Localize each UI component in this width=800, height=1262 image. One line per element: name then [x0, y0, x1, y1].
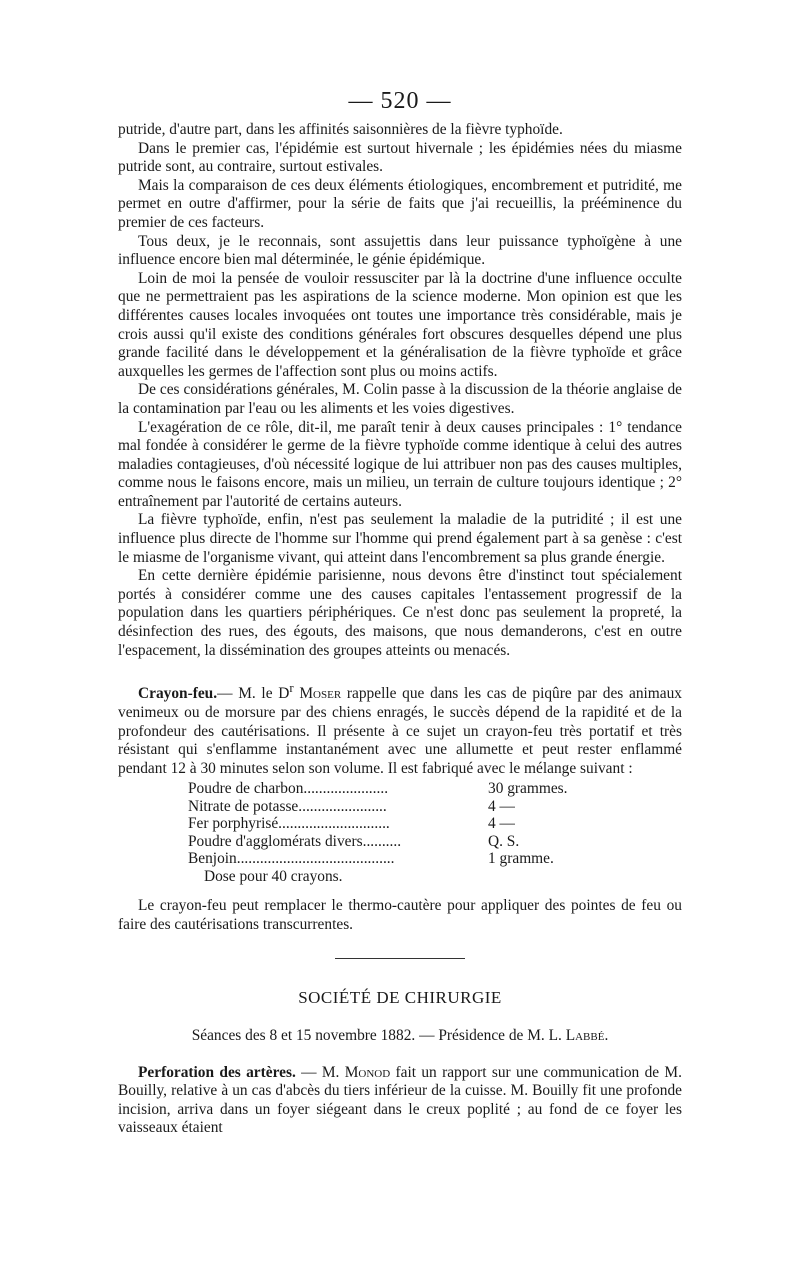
- recipe-ingredient: Poudre d'agglomérats divers..........: [188, 832, 402, 850]
- recipe-quantity: 1 gramme.: [488, 850, 554, 868]
- page-number: — 520 —: [348, 88, 452, 114]
- recipe-quantity: Q. S.: [488, 832, 520, 850]
- perforation-section: [118, 1064, 682, 1138]
- crayon-feu-dr-sup: r: [289, 681, 294, 696]
- crayon-feu-title: Crayon-feu.: [138, 685, 218, 703]
- recipe-row: [188, 833, 618, 851]
- recipe-ingredient: Fer porphyrisé.............................: [188, 815, 390, 833]
- perforation-dash: — M.: [301, 1063, 340, 1081]
- paragraph: putride, d'autre part, dans les affinités saisonnières de la fièvre typhoïde.: [118, 121, 563, 138]
- paragraph: La fièvre typhoïde, enfin, n'est pas seulement la maladie de la putridité ; il est une influence plus directe de l'homme sur l'homme qui prend également part à sa genèse : c'est le miasme de l'organisme vivant, qui atteint dans l'encombrement sa plus grande énergie.: [118, 511, 682, 566]
- sessions-president: Labbé.: [565, 1027, 609, 1045]
- recipe-quantity: 4 —: [488, 815, 515, 833]
- paragraph: En cette dernière épidémie parisienne, nous devons être d'instinct tout spécialement portés à considérer comme une des causes capitales l'entassement progressif de la population dans les quartiers périphériques. Ce n'est donc pas seulement la propreté, la désinfection des rues, des égouts, des maisons, que nous demanderons, c'est en outre l'espacement, la dissémination des groupes atteints ou menacés.: [118, 567, 682, 659]
- paragraph: Tous deux, je le reconnais, sont assujettis dans leur puissance typhoïgène à une influence encore bien mal déterminée, le génie épidémique.: [118, 232, 682, 269]
- sessions-line: [118, 1027, 682, 1046]
- crayon-feu-author: Moser: [299, 685, 342, 703]
- paragraph: Loin de moi la pensée de vouloir ressusciter par là la doctrine d'une influence occulte que ne permettraient pas les aspirations de la science moderne. Mon opinion est que les différentes causes locales invoquées ont toutes une importance très considérable, mais je crois aussi qu'il existe des conditions générales fort obscures desquelles dépend une plus grande facilité dans le développement et la généralisation de la fièvre typhoïde et grâce auxquelles les germes de l'affection sont plus ou moins actifs.: [118, 269, 682, 380]
- recipe-row: [188, 850, 618, 868]
- paragraph: Mais la comparaison de ces deux éléments étiologiques, encombrement et putridité, me permet en outre d'affirmer, pour la série de faits que j'ai recueillis, la prééminence du premier de ces facteurs.: [118, 176, 682, 231]
- crayon-feu-text: rappelle que dans les cas de piqûre par des animaux venimeux ou de morsure par des chiens enragés, le succès dépend de la rapidité et de la profondeur des cautérisations. Il présente à ce sujet un crayon-feu très portatif et très résistant qui s'enflamme instantanément avec une allumette et peut rester enflammé pendant 12 à 30 minutes selon son volume. Il est fabriqué avec le mélange suivant :: [118, 685, 682, 777]
- recipe-dose: Dose pour 40 crayons.: [204, 867, 343, 885]
- recipe-ingredient: Nitrate de potasse.......................: [188, 797, 387, 815]
- crayon-feu-dash: — M. le D: [217, 685, 290, 703]
- recipe-ingredient: Poudre de charbon......................: [188, 780, 389, 798]
- recipe-ingredient: Benjoin.........................................: [188, 850, 395, 868]
- recipe-quantity: 30 grammes.: [488, 780, 568, 798]
- perforation-author: Monod: [344, 1063, 391, 1081]
- section-divider: [335, 958, 465, 959]
- page-body: [118, 121, 682, 1138]
- sessions-text: Séances des 8 et 15 novembre 1882. — Présidence de M. L.: [191, 1027, 562, 1045]
- paragraph: Dans le premier cas, l'épidémie est surtout hivernale ; les épidémies nées du miasme putride sont, au contraire, surtout estivales.: [118, 139, 682, 176]
- perforation-text: fait un rapport sur une communication de M. Bouilly, relative à un cas d'abcès du tiers inférieur de la cuisse. M. Bouilly fit une profonde incision, arriva dans un foyer siégeant dans le creux poplité ; au fond de ce foyer les vaisseaux étaient: [118, 1063, 682, 1137]
- recipe-row: [188, 780, 618, 798]
- paragraph: Le crayon-feu peut remplacer le thermo-cautère pour appliquer des pointes de feu ou faire des cautérisations transcurrentes.: [118, 897, 682, 933]
- paragraph: L'exagération de ce rôle, dit-il, me paraît tenir à deux causes principales : 1° tendance mal fondée à considérer le germe de la fièvre typhoïde comme identique à celui des autres maladies contagieuses, d'où nécessité logique de lui attribuer non pas des causes multiples, comme nous le faisons encore, mais un milieu, un terrain de culture toujours identique ; 2° entraînement par l'autorité de certains auteurs.: [118, 418, 682, 510]
- recipe-quantity: 4 —: [488, 797, 515, 815]
- recipe-row: [188, 798, 618, 816]
- recipe-row: [188, 815, 618, 833]
- paragraph: De ces considérations générales, M. Colin passe à la discussion de la théorie anglaise de la contamination par l'eau ou les aliments et les voies digestives.: [118, 381, 682, 417]
- crayon-feu-section: [118, 679, 682, 778]
- society-heading: SOCIÉTÉ DE CHIRURGIE: [298, 987, 502, 1007]
- perforation-title: Perforation des artères.: [138, 1063, 296, 1081]
- recipe-list: [188, 780, 618, 885]
